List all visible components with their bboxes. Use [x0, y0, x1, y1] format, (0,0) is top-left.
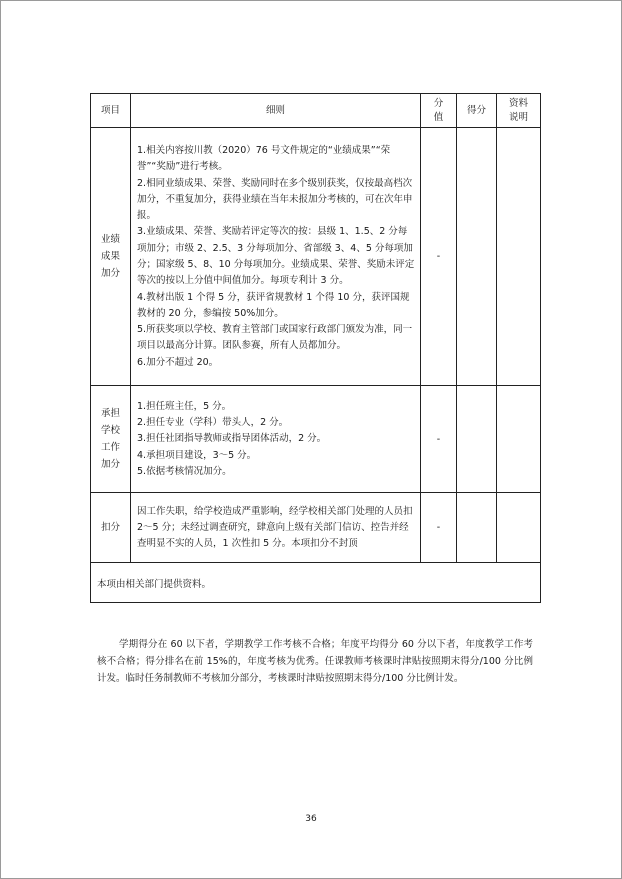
rule-line: 1.担任班主任，5 分。: [137, 400, 232, 412]
rule-line: 5.依据考核情况加分。: [137, 465, 232, 477]
page-number: 36: [305, 814, 317, 824]
cell-text: 资料 说明: [508, 97, 528, 123]
header-score-got: 得分: [457, 94, 497, 128]
row-rules-deduction: [131, 493, 421, 563]
header-score-value: [421, 94, 457, 128]
scoring-table: [90, 93, 541, 603]
row-score-got-school-work: [457, 386, 497, 493]
cell-text: 分 值: [433, 97, 444, 123]
row-rules-performance: [131, 128, 421, 386]
header-materials: [497, 94, 541, 128]
header-rules: 细则: [131, 94, 421, 128]
row-score-got-deduction: [457, 493, 497, 563]
row-materials-deduction: [497, 493, 541, 563]
cell-text: 扣分: [100, 522, 120, 533]
rule-line: 6.加分不超过 20。: [137, 356, 219, 368]
cell-text: 承担 学校 工作 加分: [100, 408, 120, 470]
row-score-deduction: -: [421, 493, 457, 563]
rule-line: 因工作失职，给学校造成严重影响，经学校相关部门处理的人员扣 2～5 分；未经过调查研究，肆意向上级有关部门信访、控告并经查明显不实的人员，1 次性扣 5 分。本项扣分不封顶: [137, 505, 413, 550]
rule-line: 2.相同业绩成果、荣誉、奖励同时在多个级别获奖，仅按最高档次加分，不重复加分，获得业绩在当年未报加分考核的，可在次年申报。: [137, 177, 413, 222]
rule-line: 4.承担项目建设，3～5 分。: [137, 449, 257, 461]
row-rules-school-work: [131, 386, 421, 493]
row-materials-school-work: [497, 386, 541, 493]
table-row: [91, 128, 541, 386]
row-score-got-performance: [457, 128, 497, 386]
rule-line: 2.担任专业（学科）带头人，2 分。: [137, 417, 289, 429]
rule-line: 3.业绩成果、荣誉、奖励若评定等次的按：县级 1、1.5、2 分每项加分；市级 2、2.5、3 分每项加分、省部级 3、4、5 分每项加分；国家级 5、8、10 分每项加分。业绩成果、荣誉、奖励未评定等次的按以上分值中间值加分。每项专利计 3 分。: [137, 226, 415, 287]
row-score-school-work: -: [421, 386, 457, 493]
header-item: [91, 94, 131, 128]
assessment-footnote: 学期得分在 60 以下者，学期教学工作考核不合格；年度平均得分 60 分以下者，年度教学工作考核不合格；得分排名在前 15%的，年度考核为优秀。任课教师考核课时津贴按照期末得分/100 分比例计发。临时任务制教师不考核加分部分，考核课时津贴按照期末得分/100 分比例计发。: [97, 638, 533, 684]
row-score-performance: -: [421, 128, 457, 386]
rule-line: 3.担任社团指导教师或指导团体活动，2 分。: [137, 433, 327, 445]
rule-line: 4.教材出版 1 个得 5 分，获评省规教材 1 个得 10 分，获评国规教材的 20 分，参编按 50%加分。: [137, 291, 410, 319]
cell-text: 业绩 成果 加分: [100, 234, 120, 279]
table-row: [91, 493, 541, 563]
row-item-deduction: [91, 493, 131, 563]
rule-line: 1.相关内容按川教（2020）76 号文件规定的“业绩成果”“荣誉”“奖励”进行考核。: [137, 144, 391, 173]
row-materials-performance: [497, 128, 541, 386]
cell-text: 项目: [100, 104, 120, 116]
row-item-performance: [91, 128, 131, 386]
table-note: 本项由相关部门提供资料。: [91, 563, 541, 603]
table-header-row: [91, 94, 541, 128]
row-item-school-work: [91, 386, 131, 493]
rule-line: 5.所获奖项以学校、教育主管部门或国家行政部门颁发为准，同一项目以最高分计算。团队参赛，所有人员都加分。: [137, 324, 413, 352]
table-row: [91, 386, 541, 493]
table-note-row: [91, 563, 541, 603]
